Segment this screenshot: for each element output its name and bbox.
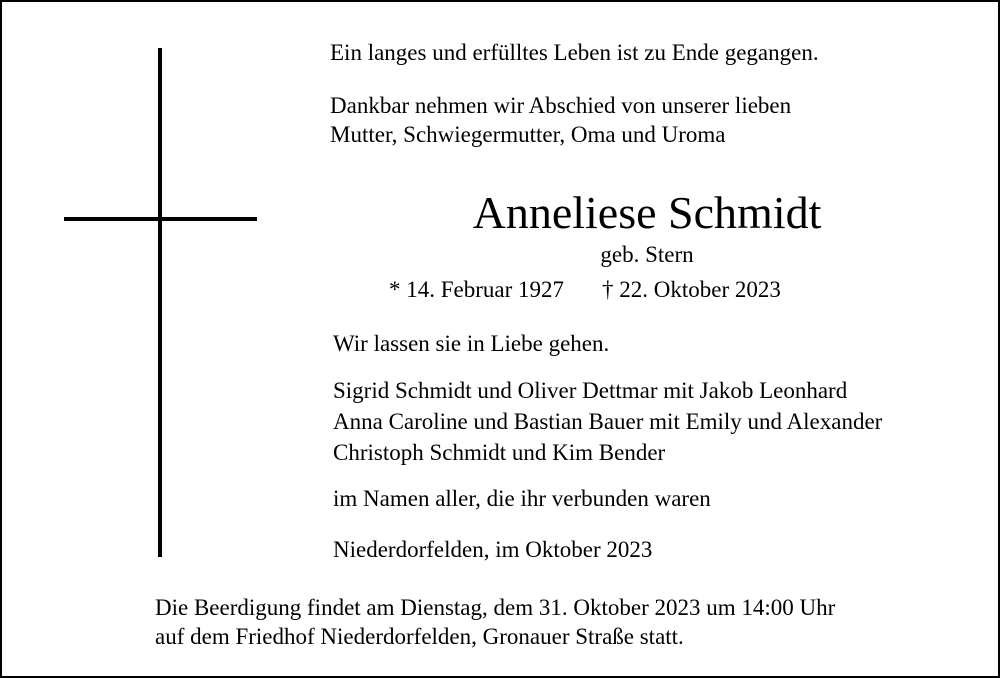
motto-text: Wir lassen sie in Liebe gehen. [333, 331, 610, 356]
life-dates [389, 275, 781, 305]
cross-vertical-bar [158, 48, 162, 557]
farewell-line-1: Dankbar nehmen wir Abschied von unserer lieben [330, 93, 792, 118]
mourner-line-3: Christoph Schmidt und Kim Bender [333, 440, 666, 465]
cross-horizontal-bar [64, 217, 257, 221]
farewell-line-2: Mutter, Schwiegermutter, Oma und Uroma [330, 122, 726, 147]
funeral-line-1: Die Beerdigung findet am Dienstag, dem 31. Oktober 2023 um 14:00 Uhr [155, 595, 836, 620]
mourner-line-2: Anna Caroline und Bastian Bauer mit Emily und Alexander [333, 409, 883, 434]
deceased-name: Anneliese Schmidt [472, 187, 822, 238]
maiden-name: geb. Stern [600, 242, 694, 267]
intro-text: Ein langes und erfülltes Leben ist zu Ende gegangen. [330, 40, 819, 65]
place-date-text: Niederdorfelden, im Oktober 2023 [333, 537, 653, 562]
birth-date: * 14. Februar 1927 [389, 277, 565, 302]
death-date: † 22. Oktober 2023 [602, 277, 781, 302]
on-behalf-text: im Namen aller, die ihr verbunden waren [333, 486, 711, 511]
mourner-line-1: Sigrid Schmidt und Oliver Dettmar mit Jakob Leonhard [333, 378, 848, 403]
funeral-line-2: auf dem Friedhof Niederdorfelden, Gronauer Straße statt. [155, 624, 684, 649]
